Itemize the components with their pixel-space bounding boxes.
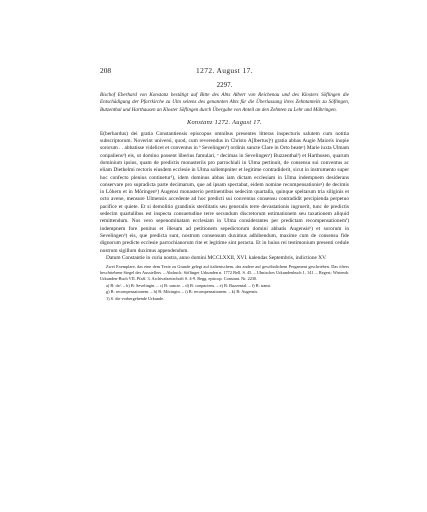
place-date-heading: Konstanz 1272. August 17. bbox=[186, 118, 263, 126]
page-number: 208 bbox=[100, 66, 112, 75]
variant-line: 1) S. die vorhergehende Urkunde. bbox=[106, 295, 165, 301]
variant-line: a) B: de/. – b) B: Sevelingin. – c) B: sancte. – d) B: conpaciens. – e) B: Buzzental. – f) B: transi. bbox=[106, 283, 272, 289]
document-page bbox=[100, 66, 349, 302]
charter-text bbox=[100, 131, 349, 262]
running-title: 1272. August 17. bbox=[196, 66, 253, 75]
charter-paragraph: E(berhardus) dei gratia Constantiensis episcopus omnibus presentes litteras inspecturis salutem cum notitia subscriptorum. Noverint universi, quod, cum reverendus in Christo A[lbertus]ᵃ) gratia abbas Augie Maioris inopie sororum . . abbatisse videlicet et conventus in ᵇ Sevelingenᵇ) ordinis sancte Clare in Orto beateᶜ) Marie iuxta Ulmam conpaliensᵈ) eis, ut domino possent liberius famulari, ᵉ decimas in Sevelingenᵉ) Buzzenthalᶠ) et Harthusen, quarum dominium ipsius, quam de predictis monasteriis pro parrochiali in Ulma pertinuit, de consensu sui conventus ac eliam Diethelmi rectoris eiusdem ecclesie in Ulma sollempniter et legitime contradiderit, sicut in instrumento super hoc confecto plenius continetur¹), idem dominus abbas iam dictam ecclesiam in Ulma indempnem desiderans conservare pro supradicta parte decimarum, que ad ipsam spectabat, eidem nomine recompensationisᵍ) de decimis in Lôhern et in Môringenʰ) Augensi monasterio pertinentibus sedecim quartalla, quinque speltarum tria siliginis et octo avene, mensure Ulmensis accedente ad hoc predicti sui conventus consensu contradidit percipienda perpetuo pacifice et quiete. Et si demolitio grandinis sterilitatis seu generalis terre devastationis ingruerit, tunc de predictis sedecim quartalibus est inspecta consuetudine terre secundum discretorum estimationem seu taxationem aliquid remittendum. Nos vero sepenominatam ecclesiam in Ulma considerantes per predictam recompensationemⁱ) indempnem fore penitus et illesam ad petitionem sepedictorum domini abbatis Augensisᵏ) et sororum in Sevelingenᵇ) eis, que predicta sunt, nostrum consensum duximus adhibendum, maxime cum de consensu fide dignorum predicte ecclesie parrochianorum rite et legitime sint peracta. Et in huius rei testimonium presenti cedule nostrum sigillum duximus appendendum. bbox=[100, 130, 349, 254]
variant-notes bbox=[100, 283, 349, 301]
variant-line: g) B: recompensationem. – h) B: Möringin. – i) B: recompensationem. – k) B: Augensis. bbox=[106, 289, 259, 295]
footnote-intro: Zwei Exemplare, das eine dem Texte zu Grunde gelegt auf italienischem, das andere auf gewöhnlichem Pergament geschrieben. Das öfters beschriebene Siegel des Ausstellers. – Abdruck: Söflinger Urkunden n. 1772 Bell. S. 45. – Ulmisches Urkundenbuch 1, 141. – Regest: Wirtemb. Urkunden-Buch VII. Pfaff. 3. Archivalzeitschrift S. 4-9. Regg. episcop. Constant. Nr. 2230. bbox=[100, 264, 349, 282]
document-summary: Bischof Eberhard von Konstanz bestätigt auf Bitte des Abts Albert von Reichenau und des Klosters Söflingen die Entschädigung der Pfarrkirche zu Ulm seitens des genannten Abts für die Überlassung ihres Zehntanteils zu Söflingen, Butzenthal und Harthausen an Kloster Söflingen durch Übergabe von Anteil an den Zehnten zu Lehr und Mähringen. bbox=[100, 92, 349, 113]
footnotes bbox=[100, 264, 349, 302]
running-head bbox=[100, 66, 349, 78]
document-number: 2297. bbox=[216, 81, 233, 89]
dating-clause: Datum Constantie in curia nostra, anno domini MCCLXXII, XVI. kalendas Septembris, indictione XV. bbox=[106, 254, 327, 261]
